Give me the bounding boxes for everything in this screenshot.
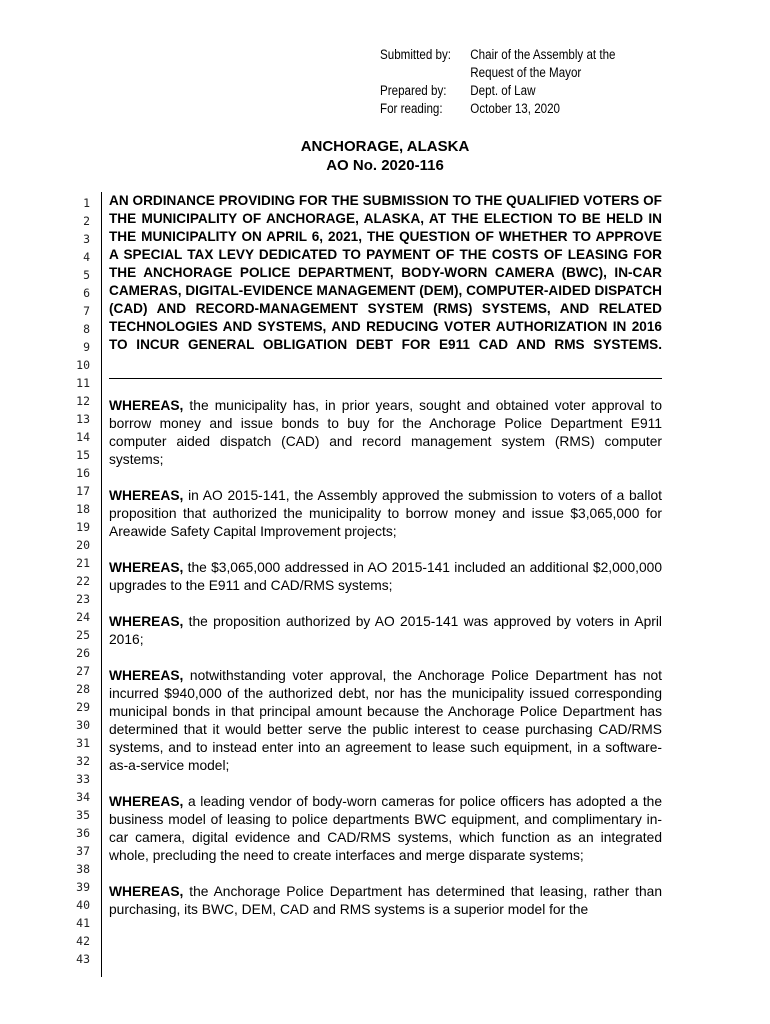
line-number: 8 — [83, 322, 90, 336]
line-number: 12 — [76, 394, 90, 408]
prepared-by-value: Dept. of Law — [470, 83, 536, 98]
line-number: 24 — [76, 610, 90, 624]
ordinance-body — [109, 192, 662, 919]
paragraph-text: notwithstanding voter approval, the Anchorage Police Department has not incurred $940,000 of the authorized debt, nor has the municipality issued corresponding municipal bonds in that principal amount because the Anchorage Police Department has determined that it would better serve the public interest to cease purchasing CAD/RMS systems, and to instead enter into an agreement to lease such equipment, in a software-as-a-service model; — [109, 668, 662, 773]
line-number: 31 — [76, 736, 90, 750]
submitted-by-value-cont: Request of the Mayor — [470, 65, 582, 80]
paragraph-text: in AO 2015-141, the Assembly approved the submission to voters of a ballot proposition that authorized the municipality to borrow money and issue $3,065,000 for Areawide Safety Capital Improvement projects; — [109, 488, 662, 539]
line-number: 15 — [76, 448, 90, 462]
title-separator — [109, 378, 662, 379]
line-number: 7 — [83, 304, 90, 318]
whereas-label: WHEREAS, — [109, 560, 184, 575]
line-number: 1 — [83, 196, 90, 210]
line-number: 37 — [76, 844, 90, 858]
line-number: 42 — [76, 934, 90, 948]
line-number: 36 — [76, 826, 90, 840]
line-number: 43 — [76, 952, 90, 966]
whereas-paragraph-2 — [109, 487, 662, 541]
line-number: 2 — [83, 214, 90, 228]
whereas-paragraph-4 — [109, 613, 662, 649]
paragraph-text: the Anchorage Police Department has determined that leasing, rather than purchasing, its BWC, DEM, CAD and RMS systems is a superior model for the — [109, 884, 662, 917]
line-number: 13 — [76, 412, 90, 426]
prepared-by-label: Prepared by: — [380, 83, 447, 98]
whereas-label: WHEREAS, — [109, 668, 184, 683]
line-number: 29 — [76, 700, 90, 714]
line-number: 21 — [76, 556, 90, 570]
line-number: 22 — [76, 574, 90, 588]
margin-rule — [101, 192, 102, 977]
line-number: 9 — [83, 340, 90, 354]
line-number: 6 — [83, 286, 90, 300]
line-number: 41 — [76, 916, 90, 930]
submission-info — [380, 46, 616, 118]
line-number: 17 — [76, 484, 90, 498]
line-number: 35 — [76, 808, 90, 822]
line-number: 27 — [76, 664, 90, 678]
line-number: 19 — [76, 520, 90, 534]
line-number: 23 — [76, 592, 90, 606]
paragraph-text: the proposition authorized by AO 2015-141 was approved by voters in April 2016; — [109, 614, 662, 647]
line-number: 3 — [83, 232, 90, 246]
line-number: 39 — [76, 880, 90, 894]
line-number: 34 — [76, 790, 90, 804]
ordinance-number: AO No. 2020-116 — [326, 157, 444, 174]
whereas-paragraph-7 — [109, 883, 662, 919]
whereas-label: WHEREAS, — [109, 398, 184, 413]
paragraph-text: a leading vendor of body-worn cameras for police officers has adopted a the business model of leasing to police departments BWC equipment, and complimentary in-car camera, digital evidence and CAD/RMS systems, which function as an integrated whole, precluding the need to create interfaces and merge disparate systems; — [109, 794, 662, 863]
line-number: 16 — [76, 466, 90, 480]
whereas-label: WHEREAS, — [109, 794, 184, 809]
ordinance-title: AN ORDINANCE PROVIDING FOR THE SUBMISSION TO THE QUALIFIED VOTERS OF THE MUNICIPALITY OF ANCHORAGE, ALASKA, AT THE ELECTION TO BE HELD IN THE MUNICIPALITY ON APRIL 6, 2021, THE QUESTION OF WHETHER TO APPROVE A SPECIAL TAX LEVY DEDICATED TO PAYMENT OF THE COSTS OF LEASING FOR THE ANCHORAGE POLICE DEPARTMENT, BODY-WORN CAMERA (BWC), IN-CAR CAMERAS, DIGITAL-EVIDENCE MANAGEMENT (DEM), COMPUTER-AIDED DISPATCH (CAD) AND RECORD-MANAGEMENT SYSTEM (RMS) SYSTEMS, AND RELATED TECHNOLOGIES AND SYSTEMS, AND REDUCING VOTER AUTHORIZATION IN 2016 TO INCUR GENERAL OBLIGATION DEBT FOR E911 CAD AND RMS SYSTEMS. — [109, 193, 662, 352]
line-number: 25 — [76, 628, 90, 642]
submitted-by-label: Submitted by: — [380, 47, 451, 62]
whereas-paragraph-6 — [109, 793, 662, 865]
line-number: 30 — [76, 718, 90, 732]
line-number: 11 — [76, 376, 90, 390]
for-reading-value: October 13, 2020 — [470, 101, 561, 116]
for-reading-label: For reading: — [380, 101, 443, 116]
line-number: 33 — [76, 772, 90, 786]
submitted-by-value: Chair of the Assembly at the — [470, 47, 616, 62]
line-number: 20 — [76, 538, 90, 552]
whereas-label: WHEREAS, — [109, 884, 184, 899]
line-number: 4 — [83, 250, 90, 264]
line-number: 10 — [76, 358, 90, 372]
line-numbers — [60, 194, 90, 968]
whereas-paragraph-3 — [109, 559, 662, 595]
paragraph-text: the municipality has, in prior years, sought and obtained voter approval to borrow money and issue bonds to buy for the Anchorage Police Department E911 computer aided dispatch (CAD) and record management system (RMS) computer systems; — [109, 398, 662, 467]
line-number: 32 — [76, 754, 90, 768]
whereas-paragraph-5 — [109, 667, 662, 775]
whereas-label: WHEREAS, — [109, 488, 184, 503]
city-heading: ANCHORAGE, ALASKA — [300, 138, 470, 155]
paragraph-text: the $3,065,000 addressed in AO 2015-141 included an additional $2,000,000 upgrades to the E911 and CAD/RMS systems; — [109, 560, 662, 593]
whereas-paragraph-1 — [109, 397, 662, 469]
line-number: 5 — [83, 268, 90, 282]
line-number: 26 — [76, 646, 90, 660]
line-number: 38 — [76, 862, 90, 876]
line-number: 40 — [76, 898, 90, 912]
line-number: 28 — [76, 682, 90, 696]
whereas-label: WHEREAS, — [109, 614, 184, 629]
line-number: 14 — [76, 430, 90, 444]
document-heading — [0, 137, 770, 175]
line-number: 18 — [76, 502, 90, 516]
